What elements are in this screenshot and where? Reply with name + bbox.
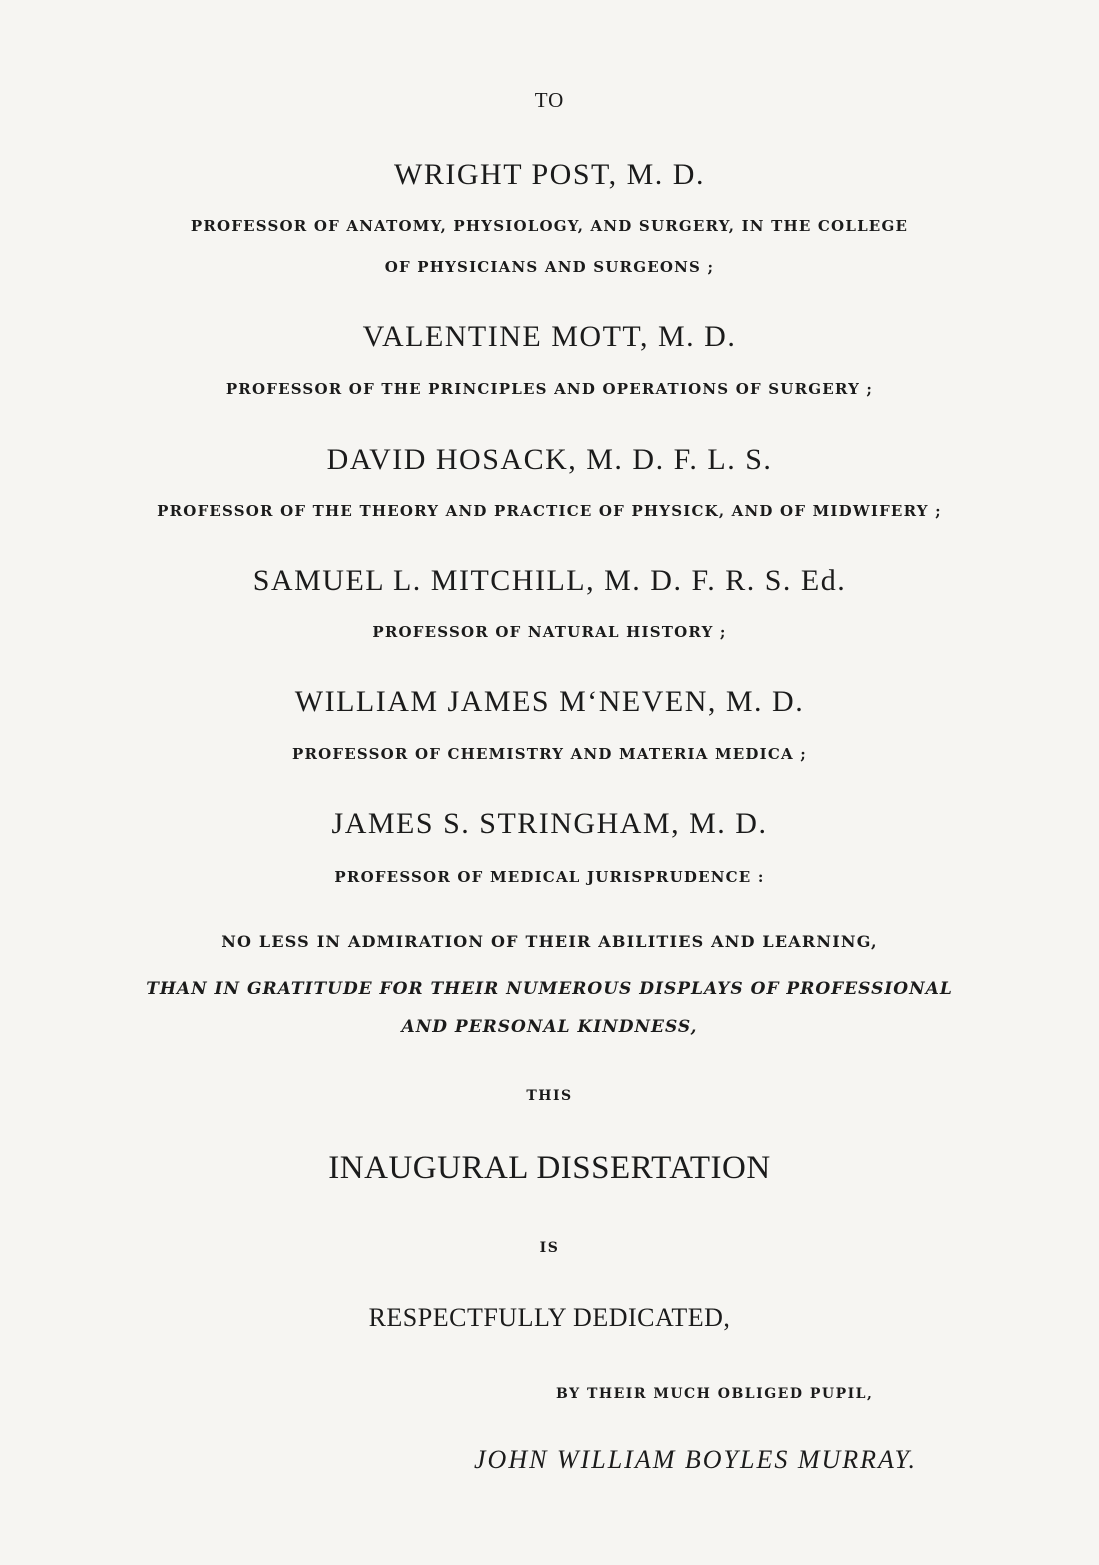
honoree-title-stringham: PROFESSOR OF MEDICAL JURISPRUDENCE : — [334, 868, 765, 886]
admiration-line: NO LESS IN ADMIRATION OF THEIR ABILITIES AND LEARNING, — [221, 932, 878, 951]
honoree-title-post-2: OF PHYSICIANS AND SURGEONS ; — [384, 258, 715, 276]
honoree-title-mitchill: PROFESSOR OF NATURAL HISTORY ; — [372, 623, 727, 641]
is-word: IS — [539, 1240, 560, 1256]
honoree-name-stringham: JAMES S. STRINGHAM, M. D. — [331, 807, 768, 840]
honoree-name-hosack: DAVID HOSACK, M. D. F. L. S. — [326, 443, 773, 476]
dedication-to: TO — [534, 88, 565, 112]
by-pupil-line: BY THEIR MUCH OBLIGED PUPIL, — [556, 1386, 874, 1402]
honoree-name-mneven: WILLIAM JAMES M‘NEVEN, M. D. — [294, 685, 805, 718]
honoree-title-hosack: PROFESSOR OF THE THEORY AND PRACTICE OF PHYSICK, AND OF MIDWIFERY ; — [157, 502, 942, 520]
gratitude-line-2: AND PERSONAL KINDNESS, — [401, 1017, 698, 1037]
honoree-name-mitchill: SAMUEL L. MITCHILL, M. D. F. R. S. Ed. — [252, 564, 847, 597]
gratitude-line-1: THAN IN GRATITUDE FOR THEIR NUMEROUS DISPLAYS OF PROFESSIONAL — [146, 979, 953, 999]
honoree-name-post: WRIGHT POST, M. D. — [394, 158, 705, 191]
dedicated-line: RESPECTFULLY DEDICATED, — [368, 1303, 731, 1332]
this-word: THIS — [526, 1088, 573, 1104]
honoree-title-post-1: PROFESSOR OF ANATOMY, PHYSIOLOGY, AND SURGERY, IN THE COLLEGE — [190, 217, 909, 235]
signature-name: JOHN WILLIAM BOYLES MURRAY. — [474, 1445, 918, 1474]
dissertation-title: INAUGURAL DISSERTATION — [328, 1150, 771, 1186]
honoree-title-mneven: PROFESSOR OF CHEMISTRY AND MATERIA MEDICA ; — [292, 745, 807, 763]
honoree-name-mott: VALENTINE MOTT, M. D. — [362, 320, 737, 353]
honoree-title-mott: PROFESSOR OF THE PRINCIPLES AND OPERATIONS OF SURGERY ; — [225, 380, 874, 398]
